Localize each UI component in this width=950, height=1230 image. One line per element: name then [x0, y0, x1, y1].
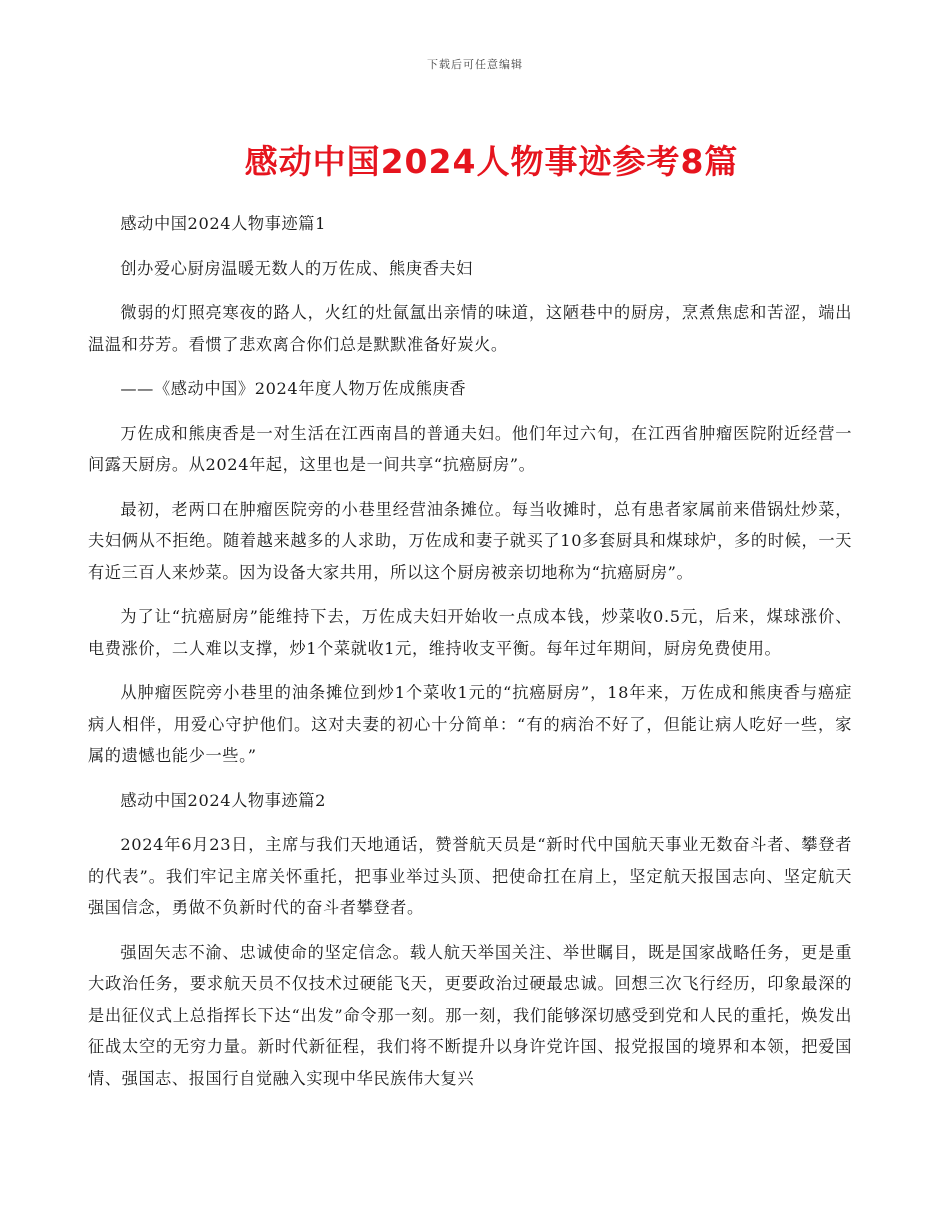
document-body	[88, 208, 852, 1107]
document-title: 感动中国2024人物事迹参考8篇	[244, 142, 739, 181]
section-heading-1: 感动中国2024人物事迹篇1	[120, 214, 326, 233]
paragraph: 微弱的灯照亮寒夜的路人，火红的灶氤氲出亲情的味道，这陋巷中的厨房，烹煮焦虑和苦涩，端出温温和芬芳。看惯了悲欢离合你们总是默默准备好炭火。	[88, 303, 852, 354]
paragraph: 为了让“抗癌厨房”能维持下去，万佐成夫妇开始收一点成本钱，炒菜收0.5元，后来，煤球涨价、电费涨价，二人难以支撑，炒1个菜就收1元，维持收支平衡。每年过年期间，厨房免费使用。	[88, 607, 852, 658]
paragraph: 万佐成和熊庚香是一对生活在江西南昌的普通夫妇。他们年过六旬，在江西省肿瘤医院附近经营一间露天厨房。从2024年起，这里也是一间共享“抗癌厨房”。	[88, 423, 852, 474]
paragraph: 创办爱心厨房温暖无数人的万佐成、熊庚香夫妇	[120, 258, 473, 278]
paragraph: 最初，老两口在肿瘤医院旁的小巷里经营油条摊位。每当收摊时，总有患者家属前来借锅灶炒菜，夫妇俩从不拒绝。随着越来越多的人求助，万佐成和妻子就买了10多套厨具和煤球炉，多的时候，一天有近三百人来炒菜。因为设备大家共用，所以这个厨房被亲切地称为“抗癌厨房”。	[88, 499, 852, 582]
section-heading-2: 感动中国2024人物事迹篇2	[120, 790, 326, 810]
paragraph: 从肿瘤医院旁小巷里的油条摊位到炒1个菜收1元的“抗癌厨房”，18年来，万佐成和熊庚香与癌症病人相伴，用爱心守护他们。这对夫妻的初心十分简单：“有的病治不好了，但能让病人吃好一些，家属的遗憾也能少一些。”	[88, 683, 852, 765]
paragraph: 2024年6月23日，主席与我们天地通话，赞誉航天员是“新时代中国航天事业无数奋斗者、攀登者的代表”。我们牢记主席关怀重托，把事业举过头顶、把使命扛在肩上，坚定航天报国志向、坚定航天强国信念，勇做不负新时代的奋斗者攀登者。	[88, 835, 852, 917]
page-header-note: 下载后可任意编辑	[427, 58, 523, 71]
paragraph: 强固矢志不渝、忠诚使命的坚定信念。载人航天举国关注、举世瞩目，既是国家战略任务，更是重大政治任务，要求航天员不仅技术过硬能飞天，更要政治过硬最忠诚。回想三次飞行经历，印象最深的是出征仪式上总指挥长下达“出发”命令那一刻。那一刻，我们能够深切感受到党和人民的重托，焕发出征战太空的无穷力量。新时代新征程，我们将不断提升以身许党许国、报党报国的境界和本领，把爱国情、强国志、报国行自觉融入实现中华民族伟大复兴	[88, 942, 852, 1088]
paragraph: ——《感动中国》2024年度人物万佐成熊庚香	[120, 379, 467, 398]
